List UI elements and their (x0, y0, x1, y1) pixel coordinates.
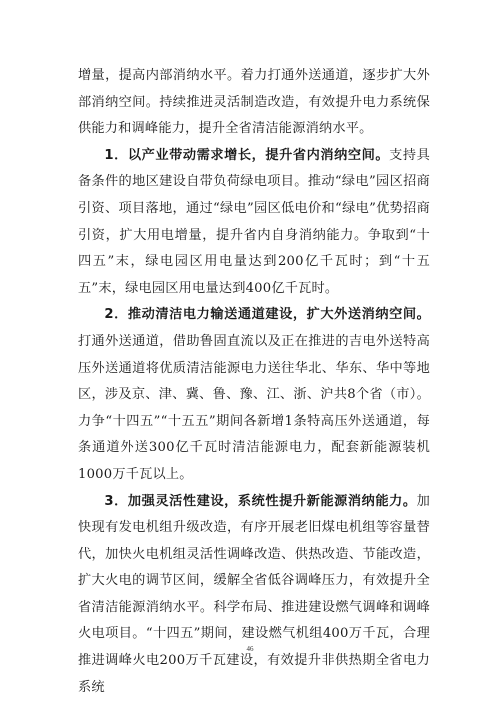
paragraph-section-1 (78, 143, 430, 303)
paragraph-continuation (78, 63, 430, 143)
section-heading-1: 1．以产业带动需求增长，提升省内消纳空间。 (104, 147, 390, 163)
paragraph-text: 增量，提高内部消纳水平。着力打通外送通道，逐步扩大外部消纳空间。持续推进灵活制造改造，有效提升电力系统保供能力和调峰能力，提升全省清洁能源消纳水平。 (78, 68, 430, 137)
paragraph-section-3 (78, 489, 430, 702)
paragraph-text: 支持具备条件的地区建设自带负荷绿电项目。推动“绿电”园区招商引资、项目落地，通过“绿电”园区低电价和“绿电”优势招商引资，扩大用电增量，提升省内自身消纳能力。争取到“十四五”末，绿电园区用电量达到200亿千瓦时；到“十五五”末，绿电园区用电量达到400亿千瓦时。 (78, 147, 430, 296)
paragraph-section-2 (78, 302, 430, 488)
section-heading-2: 2．推动清洁电力输送通道建设，扩大外送消纳空间。 (104, 307, 430, 323)
body-text (78, 63, 430, 701)
paragraph-text: 打通外送通道，借助鲁固直流以及正在推进的吉电外送特高压外送通道将优质清洁能源电力送往华北、华东、华中等地区，涉及京、津、冀、鲁、豫、江、浙、沪共8个省（市）。力争“十四五”“十五五”期间各新增1条特高压外送通道，每条通道外送300亿千瓦时清洁能源电力，配套新能源装机1000万千瓦以上。 (78, 333, 430, 482)
page-number: 46 (246, 645, 254, 653)
section-heading-3: 3．加强灵活性建设，系统性提升新能源消纳能力。 (104, 493, 417, 509)
paragraph-text: 加快现有发电机组升级改造，有序开展老旧煤电机组等容量替代，加快火电机组灵活性调峰改造、供热改造、节能改造，扩大火电的调节区间，缓解全省低谷调峰压力，有效提升全省清洁能源消纳水平。科学布局、推进建设燃气调峰和调峰火电项目。“十四五”期间，建设燃气机组400万千瓦，合理推进调峰火电200万千瓦建设，有效提升非供热期全省电力系统 (78, 493, 430, 695)
